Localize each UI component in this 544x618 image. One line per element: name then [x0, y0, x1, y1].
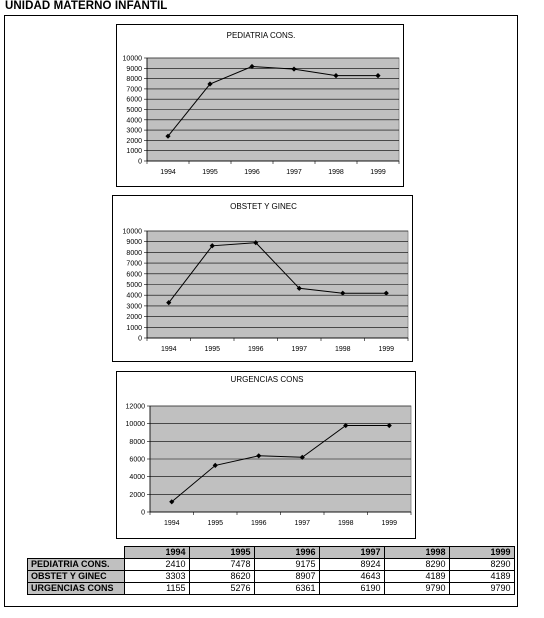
table-cell: 9790 — [449, 583, 514, 595]
table-col-header: 1996 — [254, 547, 319, 559]
table-cell: 2410 — [124, 559, 189, 571]
chart-svg-urgencias — [117, 372, 415, 538]
table-cell: 8290 — [384, 559, 449, 571]
y-tick-label: 0 — [138, 335, 142, 343]
y-tick-label: 10000 — [122, 228, 142, 236]
y-tick-label: 6000 — [126, 96, 142, 104]
table-cell: 8290 — [449, 559, 514, 571]
table-corner — [28, 547, 125, 559]
table-cell: 8620 — [189, 571, 254, 583]
x-tick-label: 1996 — [250, 520, 267, 527]
table-row-label: PEDIATRIA CONS. — [28, 559, 125, 571]
table-col-header: 1999 — [449, 547, 514, 559]
y-tick-label: 7000 — [126, 86, 142, 94]
x-tick-label: 1997 — [286, 169, 302, 176]
x-tick-label: 1999 — [378, 346, 395, 353]
x-tick-label: 1999 — [370, 169, 386, 176]
table-cell: 4189 — [449, 571, 514, 583]
y-tick-label: 12000 — [125, 403, 145, 411]
page-title: UNIDAD MATERNO INFANTIL — [5, 0, 168, 12]
table-cell: 5276 — [189, 583, 254, 595]
y-tick-label: 6000 — [126, 271, 142, 279]
table-col-header: 1997 — [319, 547, 384, 559]
table-header-row — [28, 547, 515, 559]
table-col-header: 1994 — [124, 547, 189, 559]
x-tick-label: 1997 — [294, 520, 311, 527]
y-tick-label: 1000 — [126, 324, 142, 332]
x-tick-label: 1994 — [160, 346, 177, 353]
table-row — [28, 571, 515, 583]
y-tick-label: 2000 — [126, 314, 142, 322]
y-tick-label: 9000 — [126, 65, 142, 73]
table-cell: 6190 — [319, 583, 384, 595]
x-tick-label: 1994 — [163, 520, 180, 527]
y-tick-label: 2000 — [126, 137, 142, 145]
table-col-header: 1998 — [384, 547, 449, 559]
table-cell: 1155 — [124, 583, 189, 595]
table-cell: 4643 — [319, 571, 384, 583]
chart-svg-pediatria — [117, 25, 403, 186]
table-col-header: 1995 — [189, 547, 254, 559]
y-tick-label: 8000 — [129, 438, 145, 446]
x-tick-label: 1997 — [291, 346, 308, 353]
y-tick-label: 10000 — [125, 421, 145, 429]
y-tick-label: 9000 — [126, 239, 142, 247]
y-tick-label: 6000 — [129, 456, 145, 464]
table-row — [28, 583, 515, 595]
table-cell: 9175 — [254, 559, 319, 571]
table-cell: 8924 — [319, 559, 384, 571]
y-tick-label: 5000 — [126, 282, 142, 289]
table-cell: 4189 — [384, 571, 449, 583]
x-tick-label: 1995 — [204, 346, 221, 353]
x-tick-label: 1998 — [337, 520, 354, 527]
y-tick-label: 0 — [138, 158, 142, 166]
table-cell: 9790 — [384, 583, 449, 595]
y-tick-label: 5000 — [126, 107, 142, 114]
y-tick-label: 4000 — [126, 117, 142, 125]
x-tick-label: 1994 — [160, 169, 176, 176]
x-tick-label: 1995 — [202, 169, 218, 176]
y-tick-label: 0 — [141, 509, 145, 517]
x-tick-label: 1996 — [247, 346, 264, 353]
x-tick-label: 1998 — [334, 346, 351, 353]
y-tick-label: 8000 — [126, 76, 142, 84]
table-cell: 7478 — [189, 559, 254, 571]
y-tick-label: 4000 — [129, 474, 145, 482]
y-tick-label: 1000 — [126, 148, 142, 156]
table-cell: 8907 — [254, 571, 319, 583]
chart-pediatria — [116, 24, 404, 187]
y-tick-label: 10000 — [122, 55, 142, 63]
chart-title: OBSTET Y GINEC — [230, 202, 297, 211]
y-tick-label: 8000 — [126, 249, 142, 257]
table-row-label: URGENCIAS CONS — [28, 583, 125, 595]
table-row-label: OBSTET Y GINEC — [28, 571, 125, 583]
x-tick-label: 1996 — [244, 169, 260, 176]
chart-obstet-ginec — [112, 195, 413, 362]
chart-title: PEDIATRIA CONS. — [226, 31, 296, 40]
table-cell: 6361 — [254, 583, 319, 595]
table-cell: 3303 — [124, 571, 189, 583]
y-tick-label: 3000 — [126, 303, 142, 311]
chart-urgencias — [116, 371, 416, 539]
x-tick-label: 1995 — [207, 520, 224, 527]
x-tick-label: 1998 — [328, 169, 344, 176]
y-tick-label: 2000 — [129, 491, 145, 499]
table-row — [28, 559, 515, 571]
y-tick-label: 7000 — [126, 260, 142, 268]
chart-title: URGENCIAS CONS — [230, 375, 304, 384]
y-tick-label: 4000 — [126, 292, 142, 300]
y-tick-label: 3000 — [126, 127, 142, 135]
data-table — [27, 546, 515, 595]
chart-svg-obstet-ginec — [113, 196, 412, 361]
x-tick-label: 1999 — [381, 520, 398, 527]
